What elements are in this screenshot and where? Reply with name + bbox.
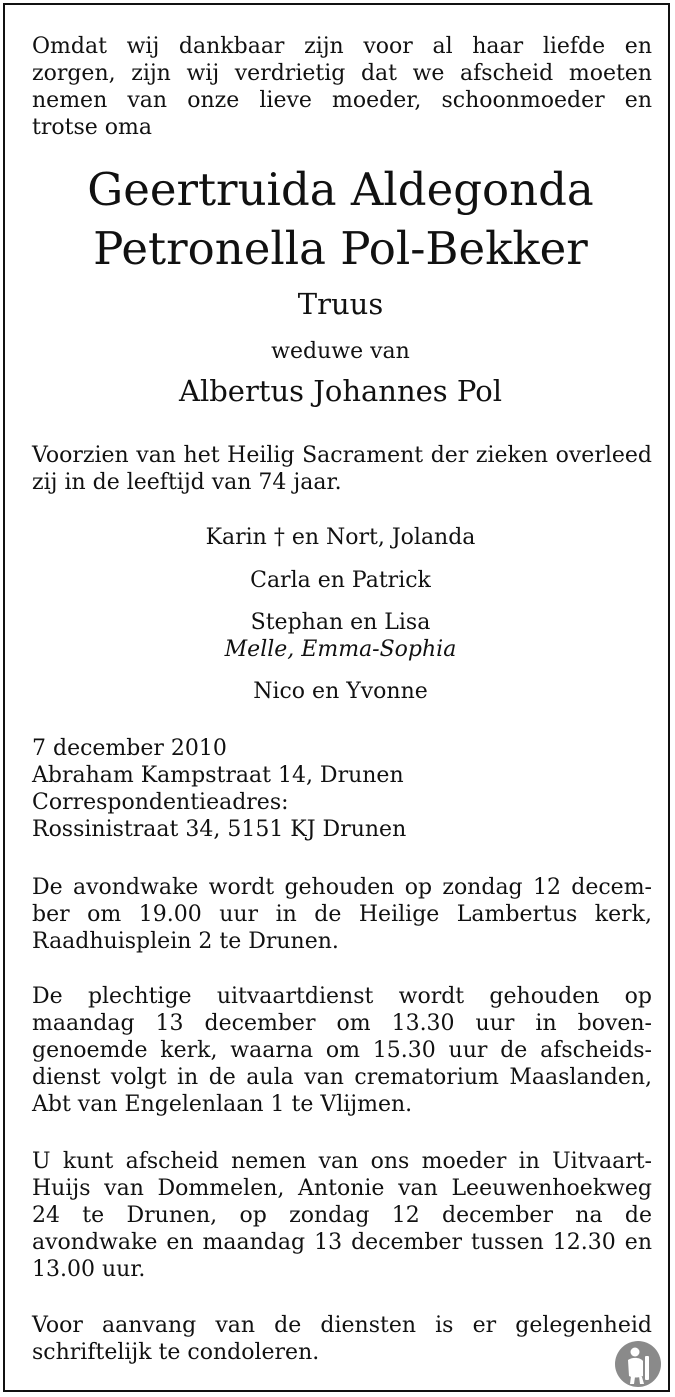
family-line: Nico en Yvonne bbox=[253, 679, 428, 704]
farewell-line: 13.00 uur. bbox=[32, 1257, 146, 1282]
farewell-line: 24 te Drunen, op zondag 12 december na de bbox=[32, 1203, 652, 1228]
sacrament-paragraph bbox=[32, 442, 652, 496]
service-line: De plechtige uitvaartdienst wordt gehouden op bbox=[32, 984, 652, 1009]
obituary-card bbox=[3, 3, 670, 1392]
date-line: 7 december 2010 bbox=[32, 736, 227, 761]
family-line: Karin † en Nort, Jolanda bbox=[205, 525, 476, 550]
intro-line: nemen van onze lieve moeder, schoonmoeder en bbox=[32, 88, 652, 113]
wake-paragraph bbox=[32, 874, 652, 955]
address-line: Abraham Kampstraat 14, Drunen bbox=[32, 763, 404, 788]
condolence-line: schriftelijk te condoleren. bbox=[32, 1340, 320, 1365]
service-line: Abt van Engelenlaan 1 te Vlijmen. bbox=[32, 1092, 413, 1117]
family-line: Carla en Patrick bbox=[250, 568, 431, 593]
deceased-name-line1: Geertruida Aldegonda bbox=[87, 163, 594, 216]
wake-line: De avondwake wordt gehouden op zondag 12 decem- bbox=[32, 875, 652, 900]
grandchildren-line: Melle, Emma-Sophia bbox=[224, 637, 457, 662]
husband-name: Albertus Johannes Pol bbox=[179, 374, 502, 408]
service-line: genoemde kerk, waarna om 15.30 uur de afscheids- bbox=[32, 1038, 652, 1063]
memorial-figure-icon bbox=[614, 1340, 662, 1388]
service-paragraph bbox=[32, 983, 652, 1118]
farewell-line: U kunt afscheid nemen van ons moeder in Uitvaart- bbox=[32, 1149, 652, 1174]
wake-line: Raadhuisplein 2 te Drunen. bbox=[32, 929, 339, 954]
service-line: dienst volgt in de aula van crematorium Maaslanden, bbox=[32, 1065, 652, 1090]
wake-line: ber om 19.00 uur in de Heilige Lambertus kerk, bbox=[32, 902, 652, 927]
sacrament-line: zij in de leeftijd van 74 jaar. bbox=[32, 470, 342, 495]
intro-line: trotse oma bbox=[32, 115, 152, 140]
intro-line: Omdat wij dankbaar zijn voor al haar liefde en bbox=[32, 34, 652, 59]
family-line: Stephan en Lisa bbox=[250, 610, 431, 635]
condolence-paragraph bbox=[32, 1312, 652, 1366]
address-line: Rossinistraat 34, 5151 KJ Drunen bbox=[32, 817, 407, 842]
farewell-line: Huijs van Dommelen, Antonie van Leeuwenhoekweg bbox=[32, 1176, 652, 1201]
sacrament-line: Voorzien van het Heilig Sacrament der zieken overleed bbox=[32, 443, 652, 468]
farewell-line: avondwake en maandag 13 december tussen 12.30 en bbox=[32, 1230, 652, 1255]
address-block bbox=[32, 735, 406, 843]
widow-of-label: weduwe van bbox=[271, 339, 410, 364]
deceased-name-line2: Petronella Pol-Bekker bbox=[93, 222, 588, 275]
condolence-line: Voor aanvang van de diensten is er gelegenheid bbox=[32, 1313, 652, 1338]
intro-paragraph bbox=[32, 33, 652, 141]
address-line: Correspondentieadres: bbox=[32, 790, 289, 815]
service-line: maandag 13 december om 13.30 uur in boven- bbox=[32, 1011, 652, 1036]
farewell-paragraph bbox=[32, 1148, 652, 1283]
nickname: Truus bbox=[297, 287, 384, 321]
intro-line: zorgen, zijn wij verdrietig dat we afscheid moeten bbox=[32, 61, 652, 86]
